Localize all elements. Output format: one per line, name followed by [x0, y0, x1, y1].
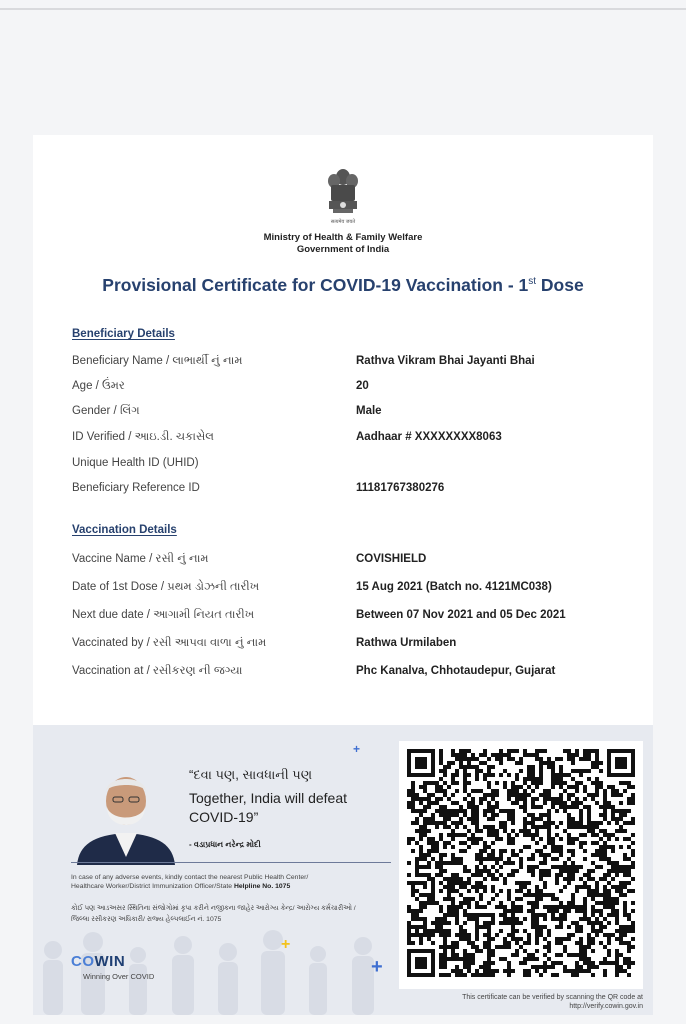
row-label: Vaccinated by / રસી આપવા વાળા નું નામ — [72, 637, 267, 649]
qr-note-line: This certificate can be verified by scanning the QR code at — [462, 994, 643, 1001]
note-line: જિલ્લા રસીકરણ અધિકારી/ રાજ્ય હેલ્પલાઈન નં. 1075 — [71, 916, 222, 923]
qr-code-panel — [399, 741, 643, 989]
row-label: ID Verified / આઇ.ડી. ચકાસેલ — [72, 431, 214, 443]
row-label: Date of 1st Dose / પ્રથમ ડોઝની તારીખ — [72, 581, 260, 593]
title-dose: Dose — [536, 275, 584, 295]
detail-row — [72, 665, 632, 683]
row-label: Next due date / આગામી નિયત તારીખ — [72, 609, 255, 621]
row-label: Age / ઉંમર — [72, 380, 125, 392]
row-value: Rathwa Urmilaben — [356, 637, 457, 649]
row-value: Male — [356, 405, 382, 417]
row-label: Unique Health ID (UHID) — [72, 457, 199, 469]
verify-url: http://verify.cowin.gov.in — [569, 1003, 643, 1010]
quote-attribution: - વડાપ્રધાન નરેન્દ્ર મોદી — [189, 840, 261, 849]
detail-row — [72, 431, 632, 449]
qr-code[interactable] — [399, 741, 643, 989]
detail-row — [72, 355, 632, 373]
title-superscript: st — [528, 276, 537, 288]
row-value: 15 Aug 2021 (Batch no. 4121MC038) — [356, 581, 552, 593]
row-value: Phc Kanalva, Chhotaudepur, Gujarat — [356, 665, 556, 677]
detail-row — [72, 581, 632, 599]
government-line: Government of India — [296, 244, 390, 255]
detail-row — [72, 609, 632, 627]
top-divider — [0, 8, 686, 10]
adverse-events-note-gujarati — [71, 903, 401, 925]
row-value: COVISHIELD — [356, 553, 427, 565]
footer-divider — [71, 862, 391, 863]
national-emblem-icon — [325, 167, 361, 227]
adverse-events-note — [71, 873, 401, 891]
row-value: Between 07 Nov 2021 and 05 Dec 2021 — [356, 609, 566, 621]
vaccination-details-heading: Vaccination Details — [72, 524, 177, 536]
title-text: Provisional Certificate for COVID-19 Vaccination - 1 — [102, 275, 529, 295]
row-label: Beneficiary Name / લાભાર્થી નું નામ — [72, 355, 243, 367]
detail-row — [72, 482, 632, 500]
row-value: 20 — [356, 380, 369, 392]
ministry-line: Ministry of Health & Family Welfare — [263, 232, 423, 243]
helpline-number: Helpline No. 1075 — [233, 883, 291, 890]
row-value: 11181767380276 — [356, 482, 445, 494]
row-value: Aadhaar # XXXXXXXX8063 — [356, 431, 502, 443]
row-label: Vaccine Name / રસી નું નામ — [72, 553, 209, 565]
detail-row — [72, 553, 632, 571]
cowin-logo — [71, 953, 125, 970]
note-line: કોઈ પણ આડઅસર સ્થિતિના સંજોગોમાં કૃપા કરીને નજીકના જાહેર આરોગ્ય કેન્દ્ર/ આરોગ્ય કર્મચારીઓ / — [71, 905, 356, 912]
detail-row — [72, 457, 632, 475]
vaccination-certificate — [33, 135, 653, 1015]
quote-english: Together, India will defeat COVID-19” — [189, 790, 347, 825]
beneficiary-details-heading: Beneficiary Details — [72, 328, 175, 340]
cowin-tagline: Winning Over COVID — [83, 972, 155, 981]
ministry-name — [33, 232, 653, 256]
plus-decoration-icon: + — [353, 742, 361, 756]
detail-row — [72, 405, 632, 423]
certificate-footer — [33, 725, 653, 1015]
prime-minister-portrait — [71, 765, 181, 865]
plus-decoration-icon: + — [281, 936, 291, 953]
qr-verification-note — [399, 993, 643, 1011]
row-label: Gender / લિંગ — [72, 405, 140, 417]
cowin-logo-co: CO — [71, 953, 95, 970]
detail-row — [72, 637, 632, 655]
emblem-caption: सत्यमेव जयते — [330, 219, 356, 225]
cowin-logo-win: WIN — [94, 953, 126, 970]
row-value: Rathva Vikram Bhai Jayanti Bhai — [356, 355, 535, 367]
note-line: In case of any adverse events, kindly contact the nearest Public Health Center/ — [71, 874, 309, 881]
row-label: Beneficiary Reference ID — [72, 482, 200, 494]
row-label: Vaccination at / રસીકરણ ની જગ્યા — [72, 665, 243, 677]
quote-gujarati: “દવા પણ, સાવધાની પણ — [189, 767, 313, 782]
certificate-title — [33, 275, 653, 296]
note-text: Healthcare Worker/District Immunization Officer/State — [71, 883, 233, 890]
detail-row — [72, 380, 632, 398]
note-line — [71, 882, 401, 891]
plus-decoration-icon: + — [371, 956, 383, 978]
